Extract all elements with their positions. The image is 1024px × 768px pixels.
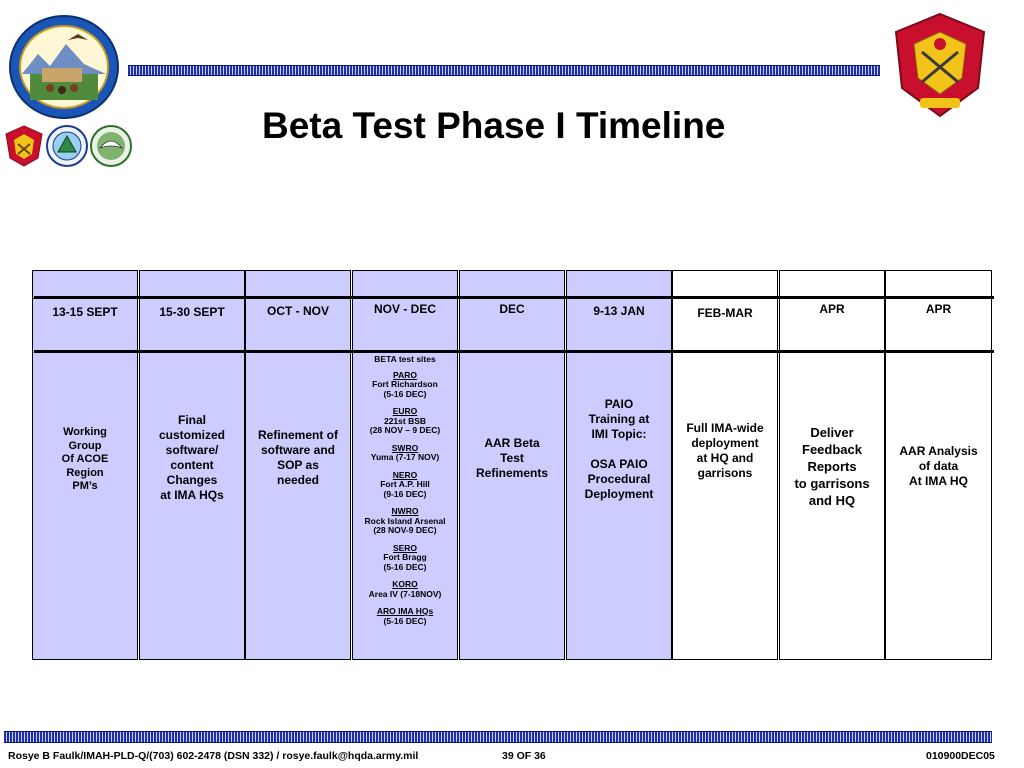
beta-site: SWRO Yuma (7-17 NOV) bbox=[370, 442, 440, 462]
army-crest-small-logo bbox=[4, 124, 44, 168]
beta-site: NWRO Rock Island Arsenal (28 NOV-9 DEC) bbox=[364, 506, 446, 535]
footer-doc-code: 010900DEC05 bbox=[926, 750, 995, 762]
activity-description: Working Group Of ACOE Region PM’s bbox=[61, 426, 109, 492]
beta-site: KORO Area IV (7-18NOV) bbox=[368, 579, 442, 599]
eagle-seal-logo bbox=[90, 124, 132, 168]
sustain-support-defend-crest-logo bbox=[892, 12, 988, 120]
header-stripe bbox=[128, 65, 880, 76]
period-label: DEC bbox=[499, 302, 525, 316]
period-label: APR bbox=[925, 302, 952, 316]
beta-site: SERO Fort Bragg (5-16 DEC) bbox=[383, 542, 427, 572]
period-label: OCT - NOV bbox=[267, 304, 329, 318]
activity-description: AAR Analysis of data At IMA HQ bbox=[899, 444, 978, 488]
activity-description: Deliver Feedback Reports to garrisons and HQ bbox=[794, 425, 870, 508]
header-bottom-rule bbox=[34, 350, 994, 353]
footer-author: Rosye B Faulk/IMAH-PLD-Q/(703) 602-2478 (DSN 332) / rosye.faulk@hqda.army.mil bbox=[8, 750, 419, 762]
page-title: Beta Test Phase I Timeline bbox=[262, 105, 726, 146]
ima-region-seal-logo bbox=[46, 124, 88, 168]
activity-description: Full IMA-wide deployment at HQ and garrisons bbox=[686, 421, 764, 480]
footer-stripe bbox=[4, 731, 992, 743]
activity-description: Refinement of software and SOP as needed bbox=[257, 428, 338, 487]
period-label: 13-15 SEPT bbox=[52, 305, 118, 319]
beta-sites-list bbox=[352, 355, 458, 634]
footer-page-number: 39 OF 36 bbox=[502, 750, 546, 762]
period-label: NOV - DEC bbox=[373, 302, 436, 316]
period-label: 15-30 SEPT bbox=[159, 305, 225, 319]
activity-description: AAR Beta Test Refinements bbox=[475, 436, 549, 480]
period-label: FEB-MAR bbox=[697, 306, 753, 320]
activity-description: PAIO Training at IMI Topic: OSA PAIO Procedural Deployment bbox=[584, 397, 654, 501]
beta-site: PARO Fort Richardson (5-16 DEC) bbox=[372, 369, 438, 399]
period-label: 9-13 JAN bbox=[593, 304, 645, 318]
acsim-seal-logo bbox=[8, 14, 120, 120]
beta-site: EURO 221st BSB (28 NOV – 9 DEC) bbox=[369, 406, 441, 435]
beta-site: ARO IMA HQs (5-16 DEC) bbox=[376, 606, 434, 626]
beta-site: NERO Fort A.P. Hill (9-16 DEC) bbox=[380, 469, 430, 499]
activity-description: Final customized software/ content Changes at IMA HQs bbox=[158, 413, 225, 502]
period-label: APR bbox=[819, 302, 845, 316]
header-top-rule bbox=[34, 296, 994, 299]
beta-sites-header: BETA test sites bbox=[374, 354, 436, 364]
